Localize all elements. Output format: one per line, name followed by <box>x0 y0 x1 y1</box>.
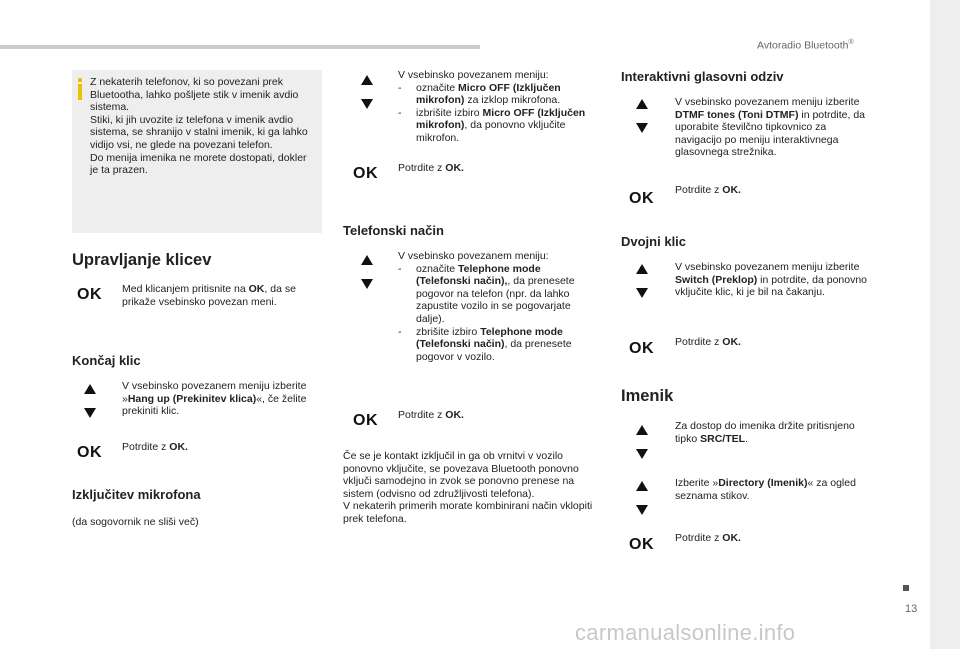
confirm-text: Potrdite z OK. <box>398 409 464 421</box>
arrow-down-icon <box>84 408 96 418</box>
up-down-arrows-icon <box>360 75 374 111</box>
section-title-ivr: Interaktivni glasovni odziv <box>621 69 784 84</box>
header-reg-mark: ® <box>848 39 854 46</box>
info-icon <box>76 78 84 100</box>
page-header <box>757 39 854 52</box>
confirm-text: Potrdite z OK. <box>675 336 741 348</box>
arrow-up-icon <box>84 384 96 394</box>
page-marker <box>903 585 909 591</box>
section-title-dual-call: Dvojni klic <box>621 234 687 249</box>
arrow-down-icon <box>361 279 373 289</box>
mute-subtitle: (da sogovornik ne sliši več) <box>72 516 199 528</box>
end-call-text: V vsebinsko povezanem meniju izberite »Hang up (Prekinitev klica)«, če želite prekiniti klic. <box>122 380 307 418</box>
ok-button-icon: OK <box>629 536 654 553</box>
dual-call-text: V vsebinsko povezanem meniju izberite Switch (Preklop) in potrdite, da ponovno vključite klic, ki je bil na čakanju. <box>675 261 868 299</box>
arrow-up-icon <box>636 481 648 491</box>
arrow-up-icon <box>636 264 648 274</box>
header-rule <box>0 45 480 49</box>
ok-button-icon: OK <box>353 412 378 429</box>
directory-access-text: Za dostop do imenika držite pritisnjeno tipko SRC/TEL. <box>675 420 855 445</box>
arrow-down-icon <box>636 449 648 459</box>
section-title-phone-mode: Telefonski način <box>343 223 444 238</box>
up-down-arrows-icon <box>635 425 649 461</box>
phone-mode-instructions: V vsebinsko povezanem meniju: - označite Telephone mode (Telefonski način),, da prenesete pogovor na telefon (npr. da lahko zapustite vozilo in se pogovarjate dalje). - zbrišite izbiro Telephone mode (Telefonski način), da prenesete pogovor v vozilo. <box>398 250 575 363</box>
arrow-up-icon <box>636 99 648 109</box>
arrow-down-icon <box>636 505 648 515</box>
manage-text: Med klicanjem pritisnite na OK, da se prikaže vsebinsko povezan meni. <box>122 283 296 308</box>
section-title-call-management: Upravljanje klicev <box>72 251 212 269</box>
section-title-mute: Izključitev mikrofona <box>72 487 201 502</box>
up-down-arrows-icon <box>635 264 649 300</box>
ok-button-icon: OK <box>629 340 654 357</box>
ok-button-icon: OK <box>77 444 102 461</box>
ok-button-icon: OK <box>353 165 378 182</box>
section-title-end-call: Končaj klic <box>72 353 141 368</box>
section-title-directory: Imenik <box>621 387 674 405</box>
phone-mode-paragraph: Če se je kontakt izključil in ga ob vrnitvi v vozilo ponovno vključite, se povezava Bluetooth ponovno vključi samodejno in zvok se ponovno prenese na sistem (odvisno od združljivosti telefona). V nekaterih primerih morate kombinirani način vklopiti prek telefona. <box>343 450 593 525</box>
confirm-text: Potrdite z OK. <box>122 441 188 453</box>
arrow-up-icon <box>361 75 373 85</box>
info-note-text: Z nekaterih telefonov, ki so povezani prek Bluetootha, lahko pošljete stik v imenik avdio sistema. Stiki, ki jih uvozite iz telefona v imenik avdio sistema, se shranijo v stalni imenik, ki ga lahko vidijo vsi, ne glede na povezani telefon. Do menija imenika ne morete dostopati, dokler je ta prazen. <box>90 76 308 177</box>
arrow-up-icon <box>636 425 648 435</box>
arrow-down-icon <box>636 288 648 298</box>
confirm-text: Potrdite z OK. <box>675 184 741 196</box>
ok-button-icon: OK <box>77 286 102 303</box>
page-edge-band <box>930 0 960 649</box>
directory-select-text: Izberite »Directory (Imenik)« za ogled seznama stikov. <box>675 477 856 502</box>
ivr-text: V vsebinsko povezanem meniju izberite DTMF tones (Toni DTMF) in potrdite, da uporabite številčno tipkovnico za navigacijo po meniju interaktivnega glasovnega strežnika. <box>675 96 865 159</box>
ok-button-icon: OK <box>629 190 654 207</box>
page-number: 13 <box>905 603 918 615</box>
info-note <box>72 70 322 233</box>
up-down-arrows-icon <box>360 255 374 291</box>
mute-instructions: V vsebinsko povezanem meniju: - označite Micro OFF (Izključen mikrofon) za izklop mikrofona. - izbrišite izbiro Micro OFF (Izključen mikrofon), da ponovno vključite mikrofon. <box>398 69 586 144</box>
watermark: carmanualsonline.info <box>575 620 796 645</box>
confirm-text: Potrdite z OK. <box>398 162 464 174</box>
header-title: Avtoradio Bluetooth <box>757 39 849 52</box>
arrow-down-icon <box>636 123 648 133</box>
arrow-down-icon <box>361 99 373 109</box>
up-down-arrows-icon <box>83 384 97 420</box>
up-down-arrows-icon <box>635 481 649 517</box>
arrow-up-icon <box>361 255 373 265</box>
confirm-text: Potrdite z OK. <box>675 532 741 544</box>
up-down-arrows-icon <box>635 99 649 135</box>
